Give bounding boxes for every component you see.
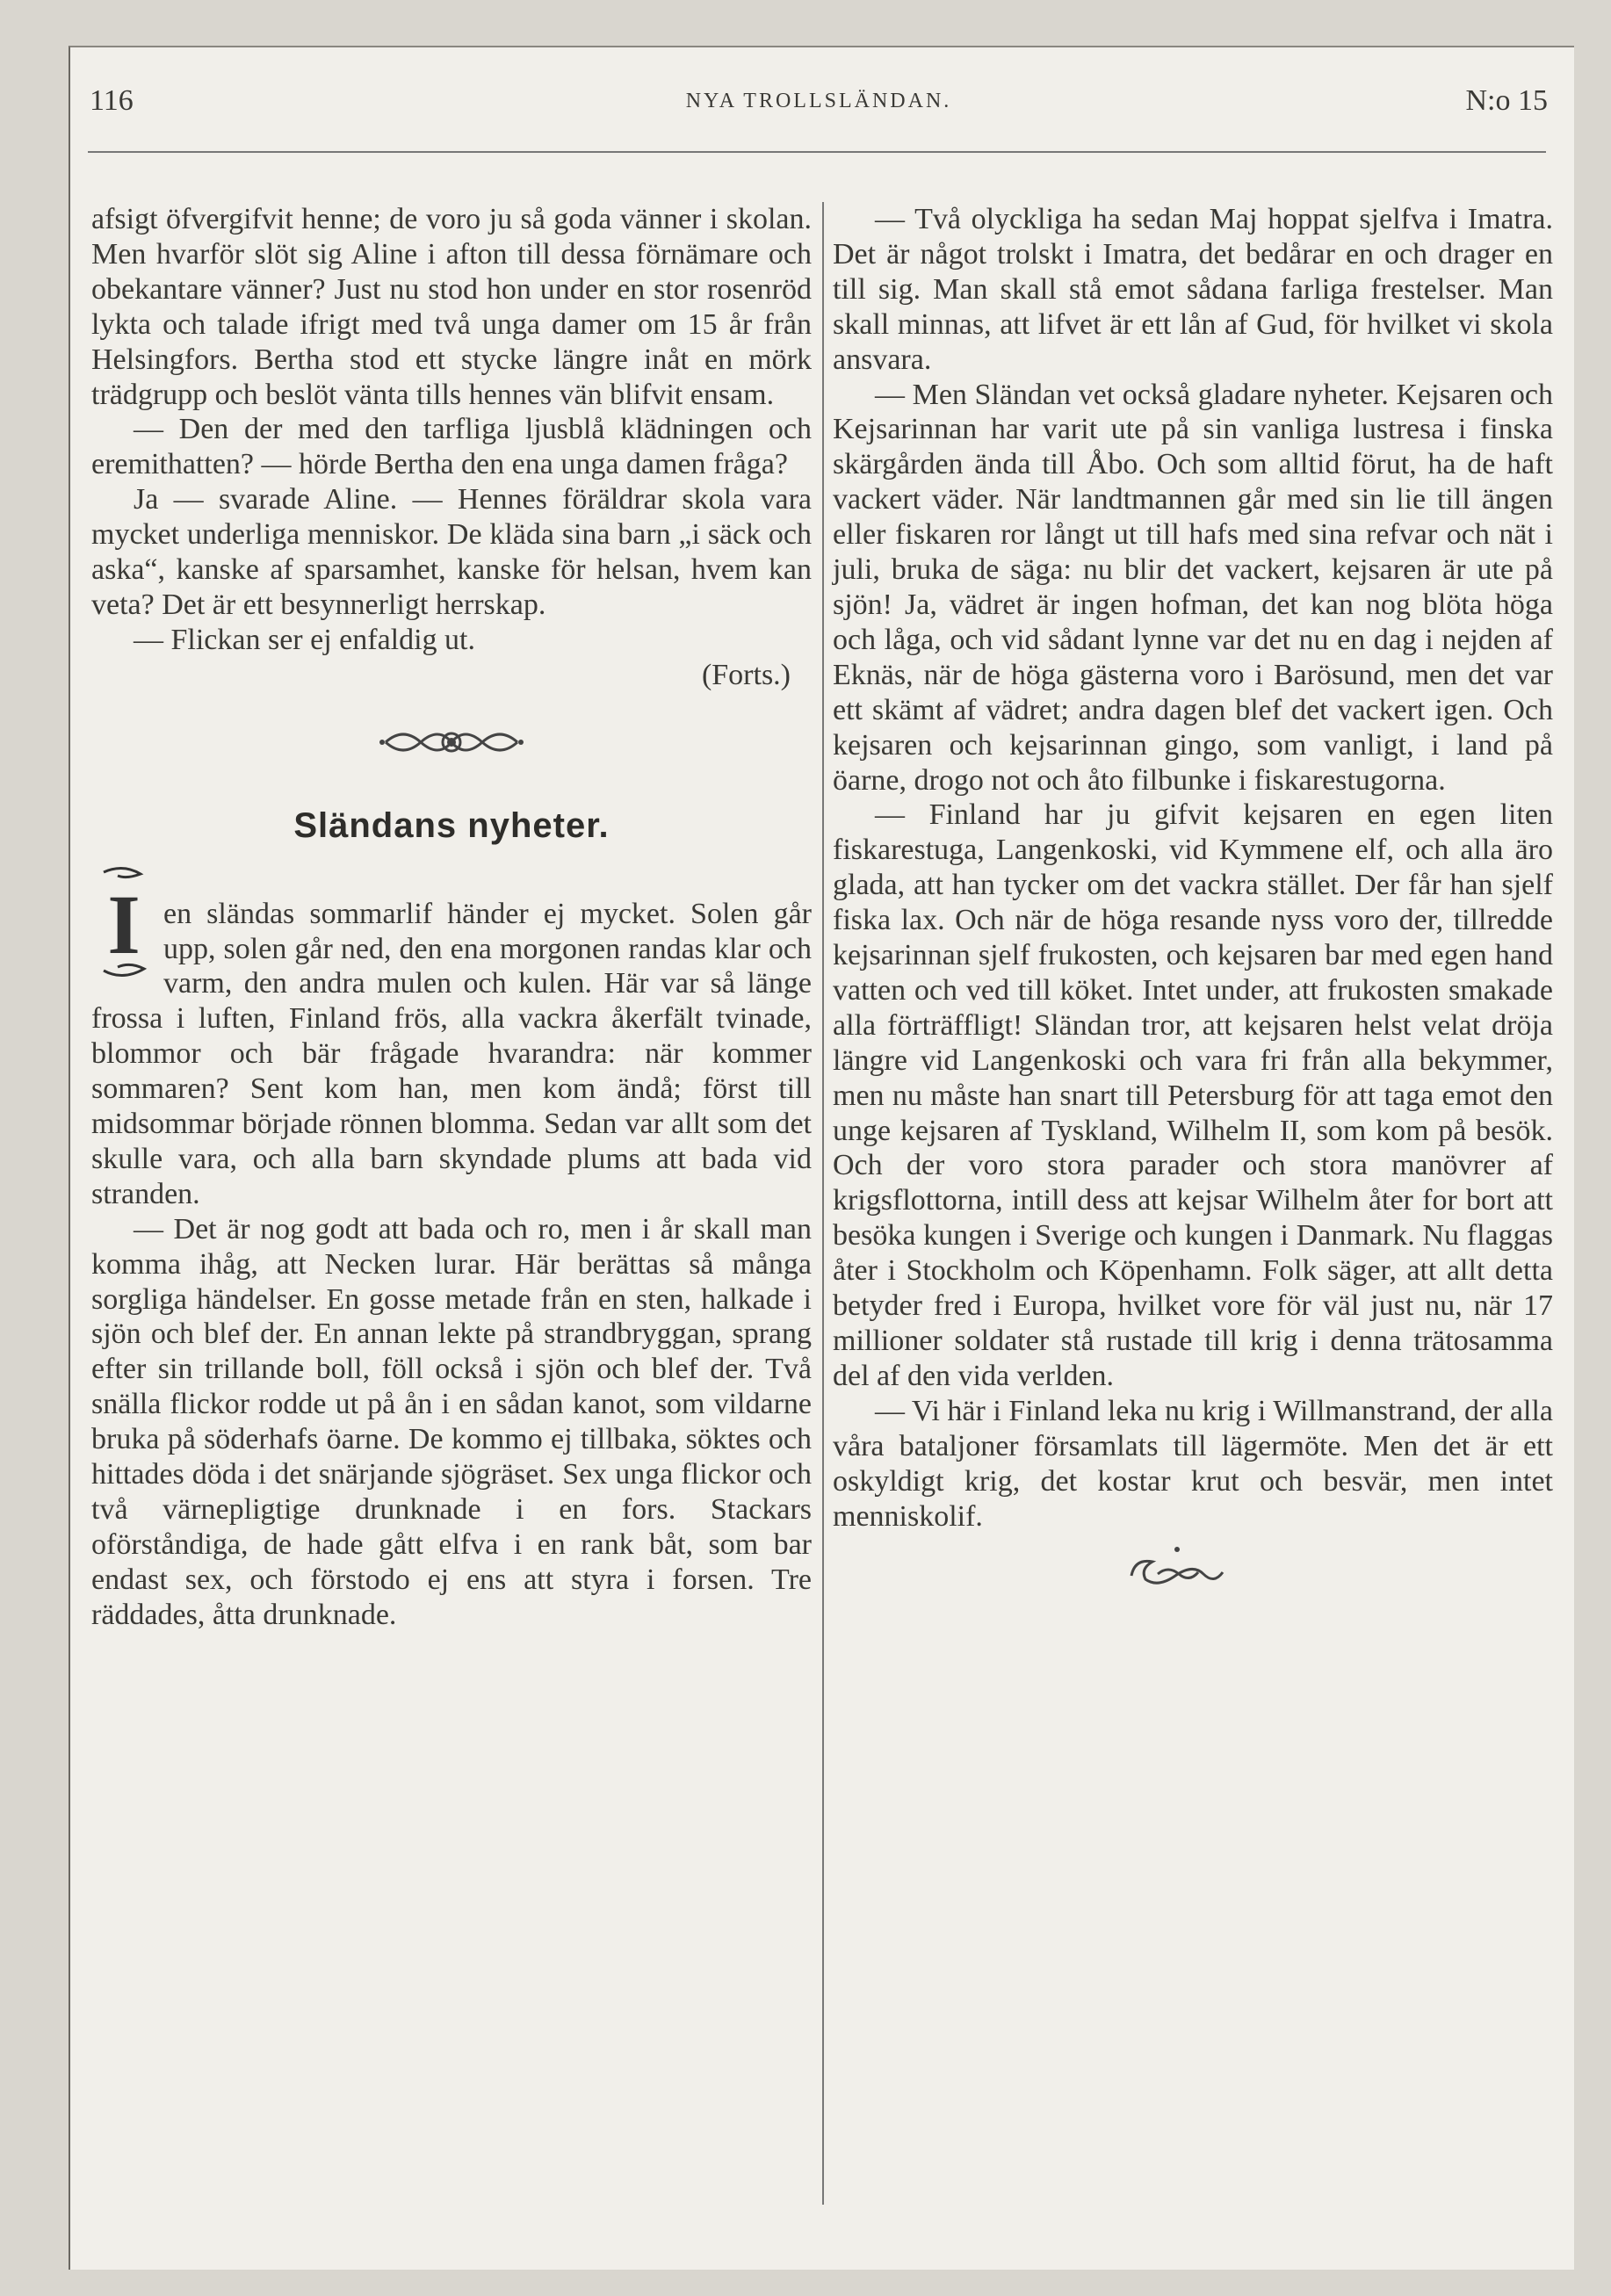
newspaper-page (69, 46, 1574, 2270)
svg-text:I: I (107, 877, 141, 971)
end-flourish-icon (1123, 1542, 1228, 1595)
right-column (833, 202, 1553, 1595)
news-paragraph-5: — Finland har ju gifvit kejsaren en egen liten fiskarestuga, Langenkoski, vid Kymmene elf, och alla äro glada, att han tycker om det vackra stället. Der får han sjelf fiska lax. Och när de höga resande nyss voro der, tillredde kejsarinnan sjelf frukosten, och kejsaren bar med egen hand vatten och ved till köket. Intet under, att frukosten smakade alla förträffligt! Sländan tror, att kejsaren helst velat dröja längre vid Langenkoski och vara fri från alla bekymmer, men nu måste han snart till Petersburg för att taga emot den unge kejsaren af Tyskland, Wilhelm II, som kom på besök. Och der voro stora parader och stora manövrer af krigsflottorna, intill dess att kejsar Wilhelm åter for bort att besöka kungen i Sverige och kungen i Danmark. Nu flaggas åter i Stockholm och Köpenhamn. Folk säger, att allt detta betyder fred i Europa, hvilket vore för väl just nu, när 17 millioner soldater stå rustade till krig i denna trätosamma del af den vida verlden. (833, 798, 1553, 1392)
news-paragraph-3: — Två olyckliga ha sedan Maj hoppat sjelfva i Imatra. Det är något trolskt i Imatra, det bedårar en och drager en till sig. Man skall stå emot sådana farliga frestelser. Man skall minnas, att lifvet är ett lån af Gud, för hvilket vi skola ansvara. (833, 203, 1553, 376)
section-title: Sländans nyheter. (293, 805, 610, 845)
page-number: 116 (90, 84, 134, 117)
header-rule (88, 151, 1546, 153)
story-paragraph-3: Ja — svarade Aline. — Hennes föräldrar skola vara mycket underliga menniskor. De kläda sina barn „i säck och aska“, kanske af sparsamhet, kanske för helsan, hvem kan veta? Det är ett besynnerligt herrskap. (91, 483, 812, 621)
page-header (90, 84, 1548, 134)
news-paragraph-4: — Men Sländan vet också gladare nyheter. Kejsaren och Kejsarinnan har varit ute på sin vanliga lustresa i finska skärgården ända till Åbo. Och som alltid förut, ha de haft vackert väder. När landtmannen går med sin lie till ängen eller fiskaren ror långt ut till hafs med sina refvar och nät i juli, bruka de säga: nu blir det vackert, kejsaren är ute på sjön! Ja, vädret är ingen hofman, det kan nog blöta höga och låga, och vid sådant lynne var det nu en dag i nejden af Eknäs, när de höga gästerna voro i Barösund, men det var ett skämt af vädret; andra dagen blef det vackert igen. Och kejsaren och kejsarinnan gingo, som vanligt, i land på öarne, drogo not och åto filbunke i fiskarestugorna. (833, 378, 1553, 797)
news-paragraph-2: — Det är nog godt att bada och ro, men i år skall man komma ihåg, att Necken lurar. Här berättas så många sorgliga händelser. En gosse metade från en sten, halkade i sjön och blef der. En annan lekte på strandbryggan, sprang efter sin trillande boll, föll också i sjön och blef der. Två snälla flickor rodde ut på ån i en sådan kanot, som vildarne bruka på söderhafs öarne. De kommo ej tillbaka, söktes och hittades döda i det snärjande sjögräset. Sex unga flickor och två värnepligtige drunknade i en fors. Stackars oförståndiga, de hade gått elfva i en rank båt, som bar endast sex, och förstodo ej ens att styra i forsen. Tre räddades, åtta drunknade. (91, 1212, 812, 1631)
story-paragraph-1: afsigt öfvergifvit henne; de voro ju så goda vänner i skolan. Men hvarför slöt sig Aline i afton till dessa förnämare och obekantare vänner? Just nu stod hon under en stor rosenröd lykta och talade ifrigt med två unga damer om 15 år från Helsingfors. Bertha stod ett stycke längre inåt en mörk trädgrupp och beslöt vänta tills hennes vän blifvit ensam. (91, 203, 812, 411)
ornate-initial-icon (91, 865, 156, 979)
continued-note: (Forts.) (701, 658, 791, 691)
news-paragraph-1: en sländas sommarlif händer ej mycket. Solen går upp, solen går ned, den ena morgonen randas klar och varm, den andra mulen och kulen. Här var så länge frossa i luften, Finland frös, alla vackra åkerfält tvinade, blommor och bär frågade hvarandra: när kommer sommaren? Sent kom han, men kom ändå; först till midsommar började rönnen blomma. Sedan var allt som det skulle vara, och alla barn skyndade plums att bada vid stranden. (91, 897, 812, 1210)
left-column (91, 202, 812, 1633)
story-paragraph-2: — Den der med den tarfliga ljusblå klädningen och eremithatten? — hörde Bertha den ena unga damen fråga? (91, 413, 812, 481)
publication-title: NYA TROLLSLÄNDAN. (685, 90, 952, 112)
drop-cap-initial (91, 865, 156, 979)
news-paragraph-6: — Vi här i Finland leka nu krig i Willmanstrand, der alla våra bataljoner församlats till lägermöte. Men det är ett oskyldigt krig, det kostar krut och besvär, men intet menniskolif. (833, 1394, 1553, 1533)
column-divider (822, 202, 824, 2205)
decorative-ornament-icon (377, 719, 526, 765)
issue-number: N:o 15 (1465, 84, 1548, 117)
story-paragraph-4: — Flickan ser ej enfaldig ut. (134, 623, 476, 656)
